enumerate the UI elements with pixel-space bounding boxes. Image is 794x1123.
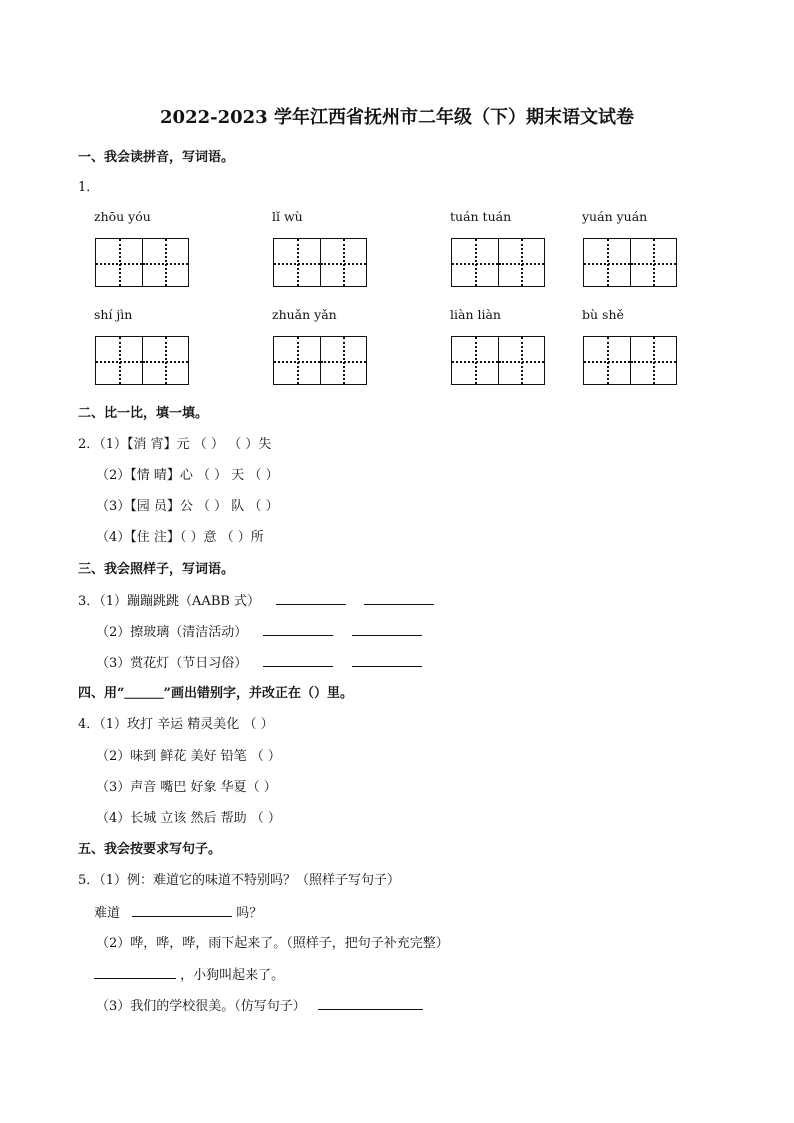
section-1-heading: 一、我会读拼音，写词语。 xyxy=(78,150,235,165)
answer-blank[interactable] xyxy=(364,589,434,605)
writing-grid-5[interactable] xyxy=(95,336,189,385)
question-5-line-2-end: 吗？ xyxy=(236,906,263,921)
question-4-line-1: 4．（1）玫打 辛运 精灵美化 （ ） xyxy=(78,717,274,732)
answer-blank[interactable] xyxy=(263,651,333,667)
section-2-heading: 二、比一比，填一填。 xyxy=(78,406,209,421)
pinyin-1: zhōu yóu xyxy=(94,209,151,224)
section-5-heading: 五、我会按要求写句子。 xyxy=(78,842,222,857)
question-5-line-5-text: （3）我们的学校很美。（仿写句子） xyxy=(96,999,306,1014)
pinyin-8: bù shě xyxy=(582,307,624,322)
writing-grid-2[interactable] xyxy=(273,238,367,287)
answer-blank[interactable] xyxy=(352,620,422,636)
writing-grid-3[interactable] xyxy=(451,238,545,287)
question-4-line-2: （2）味到 鲜花 美好 铅笔 （ ） xyxy=(96,749,281,764)
question-3-line-2 xyxy=(96,620,422,640)
question-5-line-2-start: 难道 xyxy=(94,906,121,921)
question-5-line-4-text: ，小狗叫起来了。 xyxy=(180,968,285,983)
page-title: 2022-2023 学年江西省抚州市二年级（下）期末语文试卷 xyxy=(160,107,634,128)
section-3-heading: 三、我会照样子，写词语。 xyxy=(78,562,235,577)
question-3-line-1 xyxy=(78,589,434,609)
question-3-line-1-text: 3．（1）蹦蹦跳跳（AABB 式） xyxy=(78,594,261,609)
question-3-line-3-text: （3）赏花灯（节日习俗） xyxy=(96,656,248,671)
question-3-line-2-text: （2）擦玻璃（清洁活动） xyxy=(96,625,248,640)
writing-grid-4[interactable] xyxy=(583,238,677,287)
question-2-line-1: 2．（1）【消 宵】元 （ ） （ ）失 xyxy=(78,437,272,452)
question-2-line-4: （4）【住 注】（ ）意 （ ）所 xyxy=(96,530,264,545)
writing-grid-8[interactable] xyxy=(583,336,677,385)
question-5-line-3: （2）哗，哗，哗，雨下起来了。（照样子，把句子补充完整） xyxy=(96,936,449,951)
question-4-line-4: （4）长城 立该 然后 帮助 （ ） xyxy=(96,811,281,826)
pinyin-4: yuán yuán xyxy=(582,209,648,224)
question-3-line-3 xyxy=(96,651,422,671)
question-5-line-2 xyxy=(94,901,262,921)
pinyin-2: lǐ wù xyxy=(272,209,303,224)
question-5-line-5 xyxy=(96,994,423,1014)
answer-blank[interactable] xyxy=(94,963,176,979)
question-5-line-1: 5．（1）例：难道它的味道不特别吗？（照样子写句子） xyxy=(78,873,401,888)
answer-blank[interactable] xyxy=(318,994,423,1010)
question-1-number: 1． xyxy=(78,180,100,195)
pinyin-5: shí jìn xyxy=(94,307,133,322)
writing-grid-7[interactable] xyxy=(451,336,545,385)
answer-blank[interactable] xyxy=(263,620,333,636)
section-4-heading: 四、用“＿＿＿”画出错别字，并改正在（）里。 xyxy=(78,686,353,701)
answer-blank[interactable] xyxy=(276,589,346,605)
question-5-line-4 xyxy=(94,963,284,983)
answer-blank[interactable] xyxy=(132,901,232,917)
question-4-line-3: （3）声音 嘴巴 好象 华夏（ ） xyxy=(96,780,277,795)
pinyin-7: liàn liàn xyxy=(450,307,501,322)
pinyin-6: zhuǎn yǎn xyxy=(272,307,337,322)
writing-grid-6[interactable] xyxy=(273,336,367,385)
writing-grid-1[interactable] xyxy=(95,238,189,287)
answer-blank[interactable] xyxy=(352,651,422,667)
pinyin-3: tuán tuán xyxy=(450,209,512,224)
question-2-line-3: （3）【园 员】公 （ ） 队 （ ） xyxy=(96,499,279,514)
question-2-line-2: （2）【情 晴】心 （ ） 天 （ ） xyxy=(96,468,279,483)
